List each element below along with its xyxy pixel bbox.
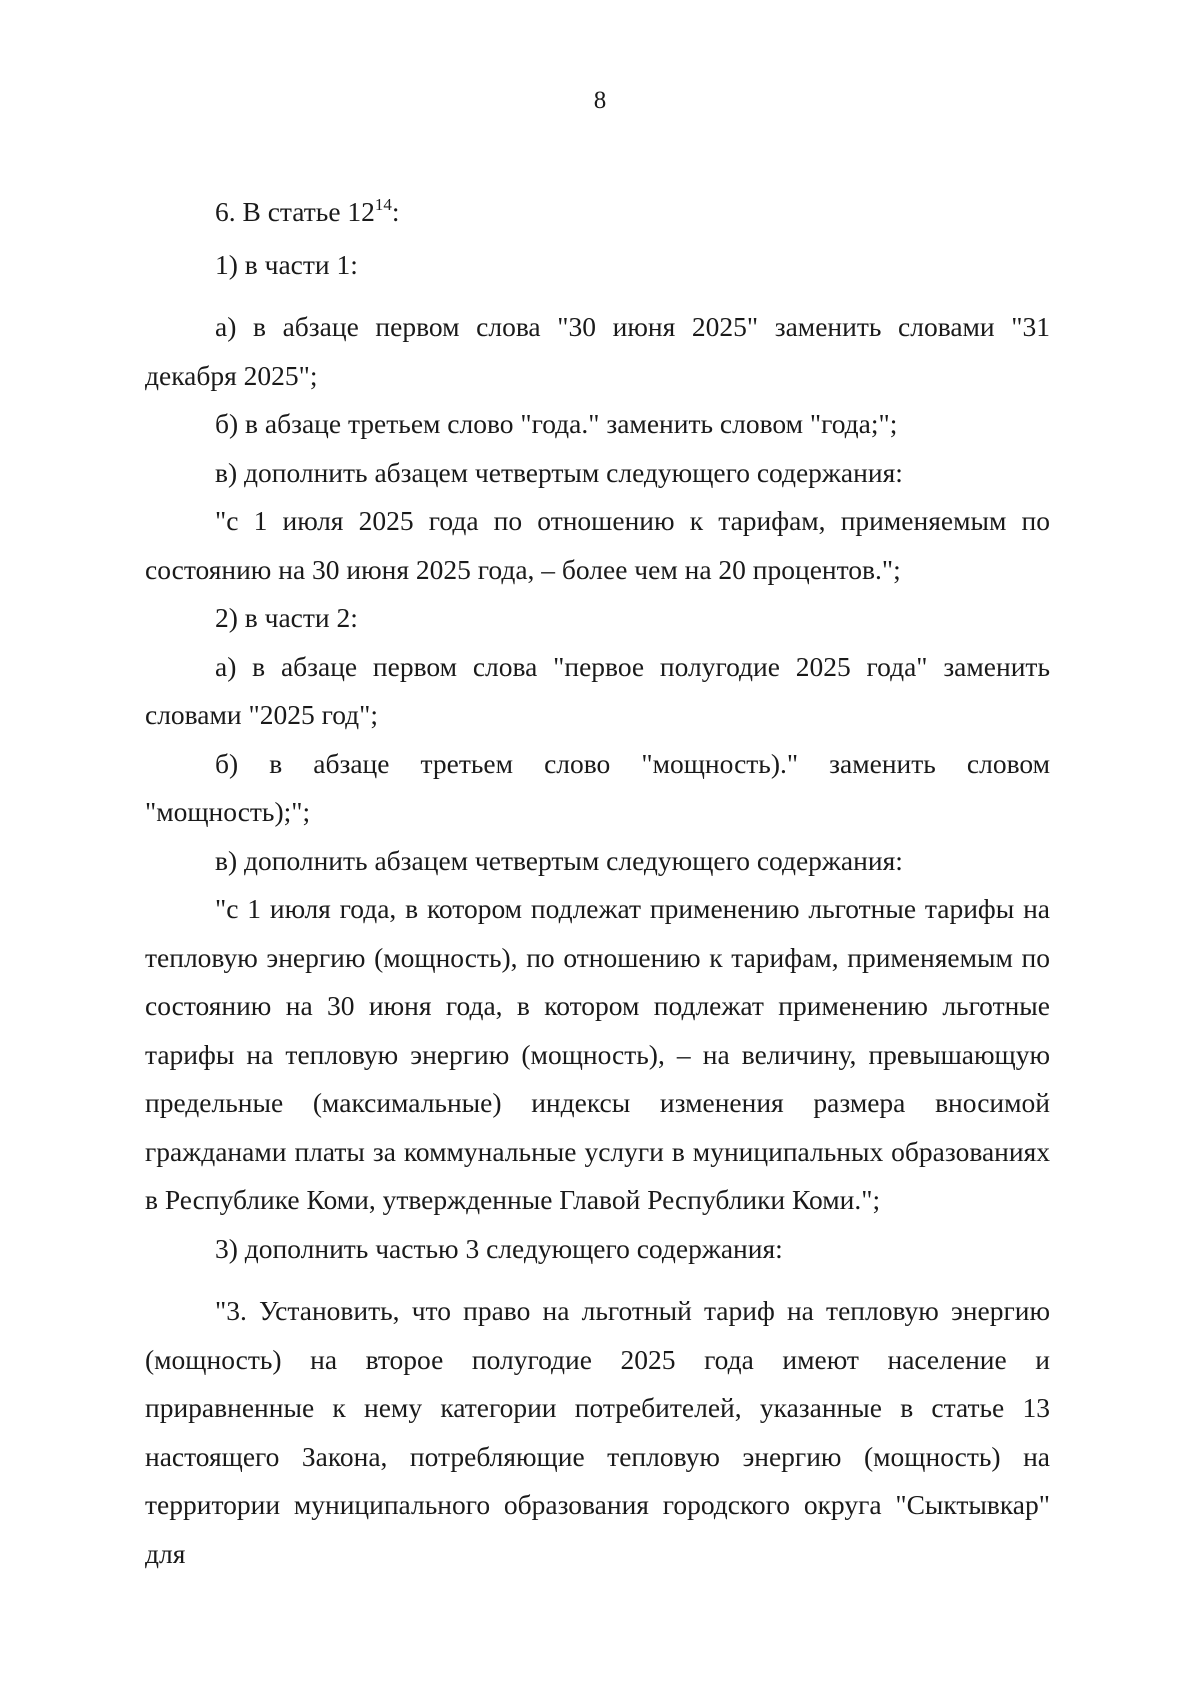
paragraph-part-2: 2) в части 2: xyxy=(215,602,358,633)
heading-colon: : xyxy=(391,196,400,227)
paragraph-2c: в) дополнить абзацем четвертым следующего содержания: xyxy=(215,844,903,876)
paragraph-2b: б) в абзаце третьем слово "мощность)." заменить словом "мощность);"; xyxy=(145,747,1050,827)
heading-superscript: 14 xyxy=(374,195,392,214)
paragraph-part-1: 1) в части 1: xyxy=(215,248,358,280)
paragraph-part-3: 3) дополнить частью 3 следующего содержания: xyxy=(215,1232,783,1264)
paragraph-1c-quote: "с 1 июля 2025 года по отношению к тарифам, применяемым по состоянию на 30 июня 2025 года, – более чем на 20 процентов."; xyxy=(145,505,1050,585)
heading-text: 6. В статье 12 xyxy=(215,196,375,227)
page-number: 8 xyxy=(593,87,607,114)
paragraph-1c: в) дополнить абзацем четвертым следующего содержания: xyxy=(215,456,903,488)
paragraph-part-3-quote: "3. Установить, что право на льготный тариф на тепловую энергию (мощность) на второе полугодие 2025 года имеют население и приравненные к нему категории потребителей, указанные в статье 13 настоящего Закона, потребляющие тепловую энергию (мощность) на территории муниципального образования городского округа "Сыктывкар" для xyxy=(145,1295,1050,1569)
paragraph-2c-quote: "с 1 июля года, в котором подлежат применению льготные тарифы на тепловую энергию (мощность), по отношению к тарифам, применяемым по состоянию на 30 июня года, в котором подлежат применению льготные тарифы на тепловую энергию (мощность), – на величину, превышающую предельные (максимальные) индексы изменения размера вносимой гражданами платы за коммунальные услуги в муниципальных образованиях в Республике Коми, утвержденные Главой Республики Коми."; xyxy=(145,893,1050,1215)
document-body xyxy=(145,188,1050,1578)
paragraph-1a: а) в абзаце первом слова "30 июня 2025" заменить словами "31 декабря 2025"; xyxy=(145,311,1050,391)
paragraph-2a: а) в абзаце первом слова "первое полугодие 2025 года" заменить словами "2025 год"; xyxy=(145,650,1050,730)
paragraph-1b: б) в абзаце третьем слово "года." заменить словом "года;"; xyxy=(215,408,898,439)
article-heading xyxy=(145,188,1050,241)
